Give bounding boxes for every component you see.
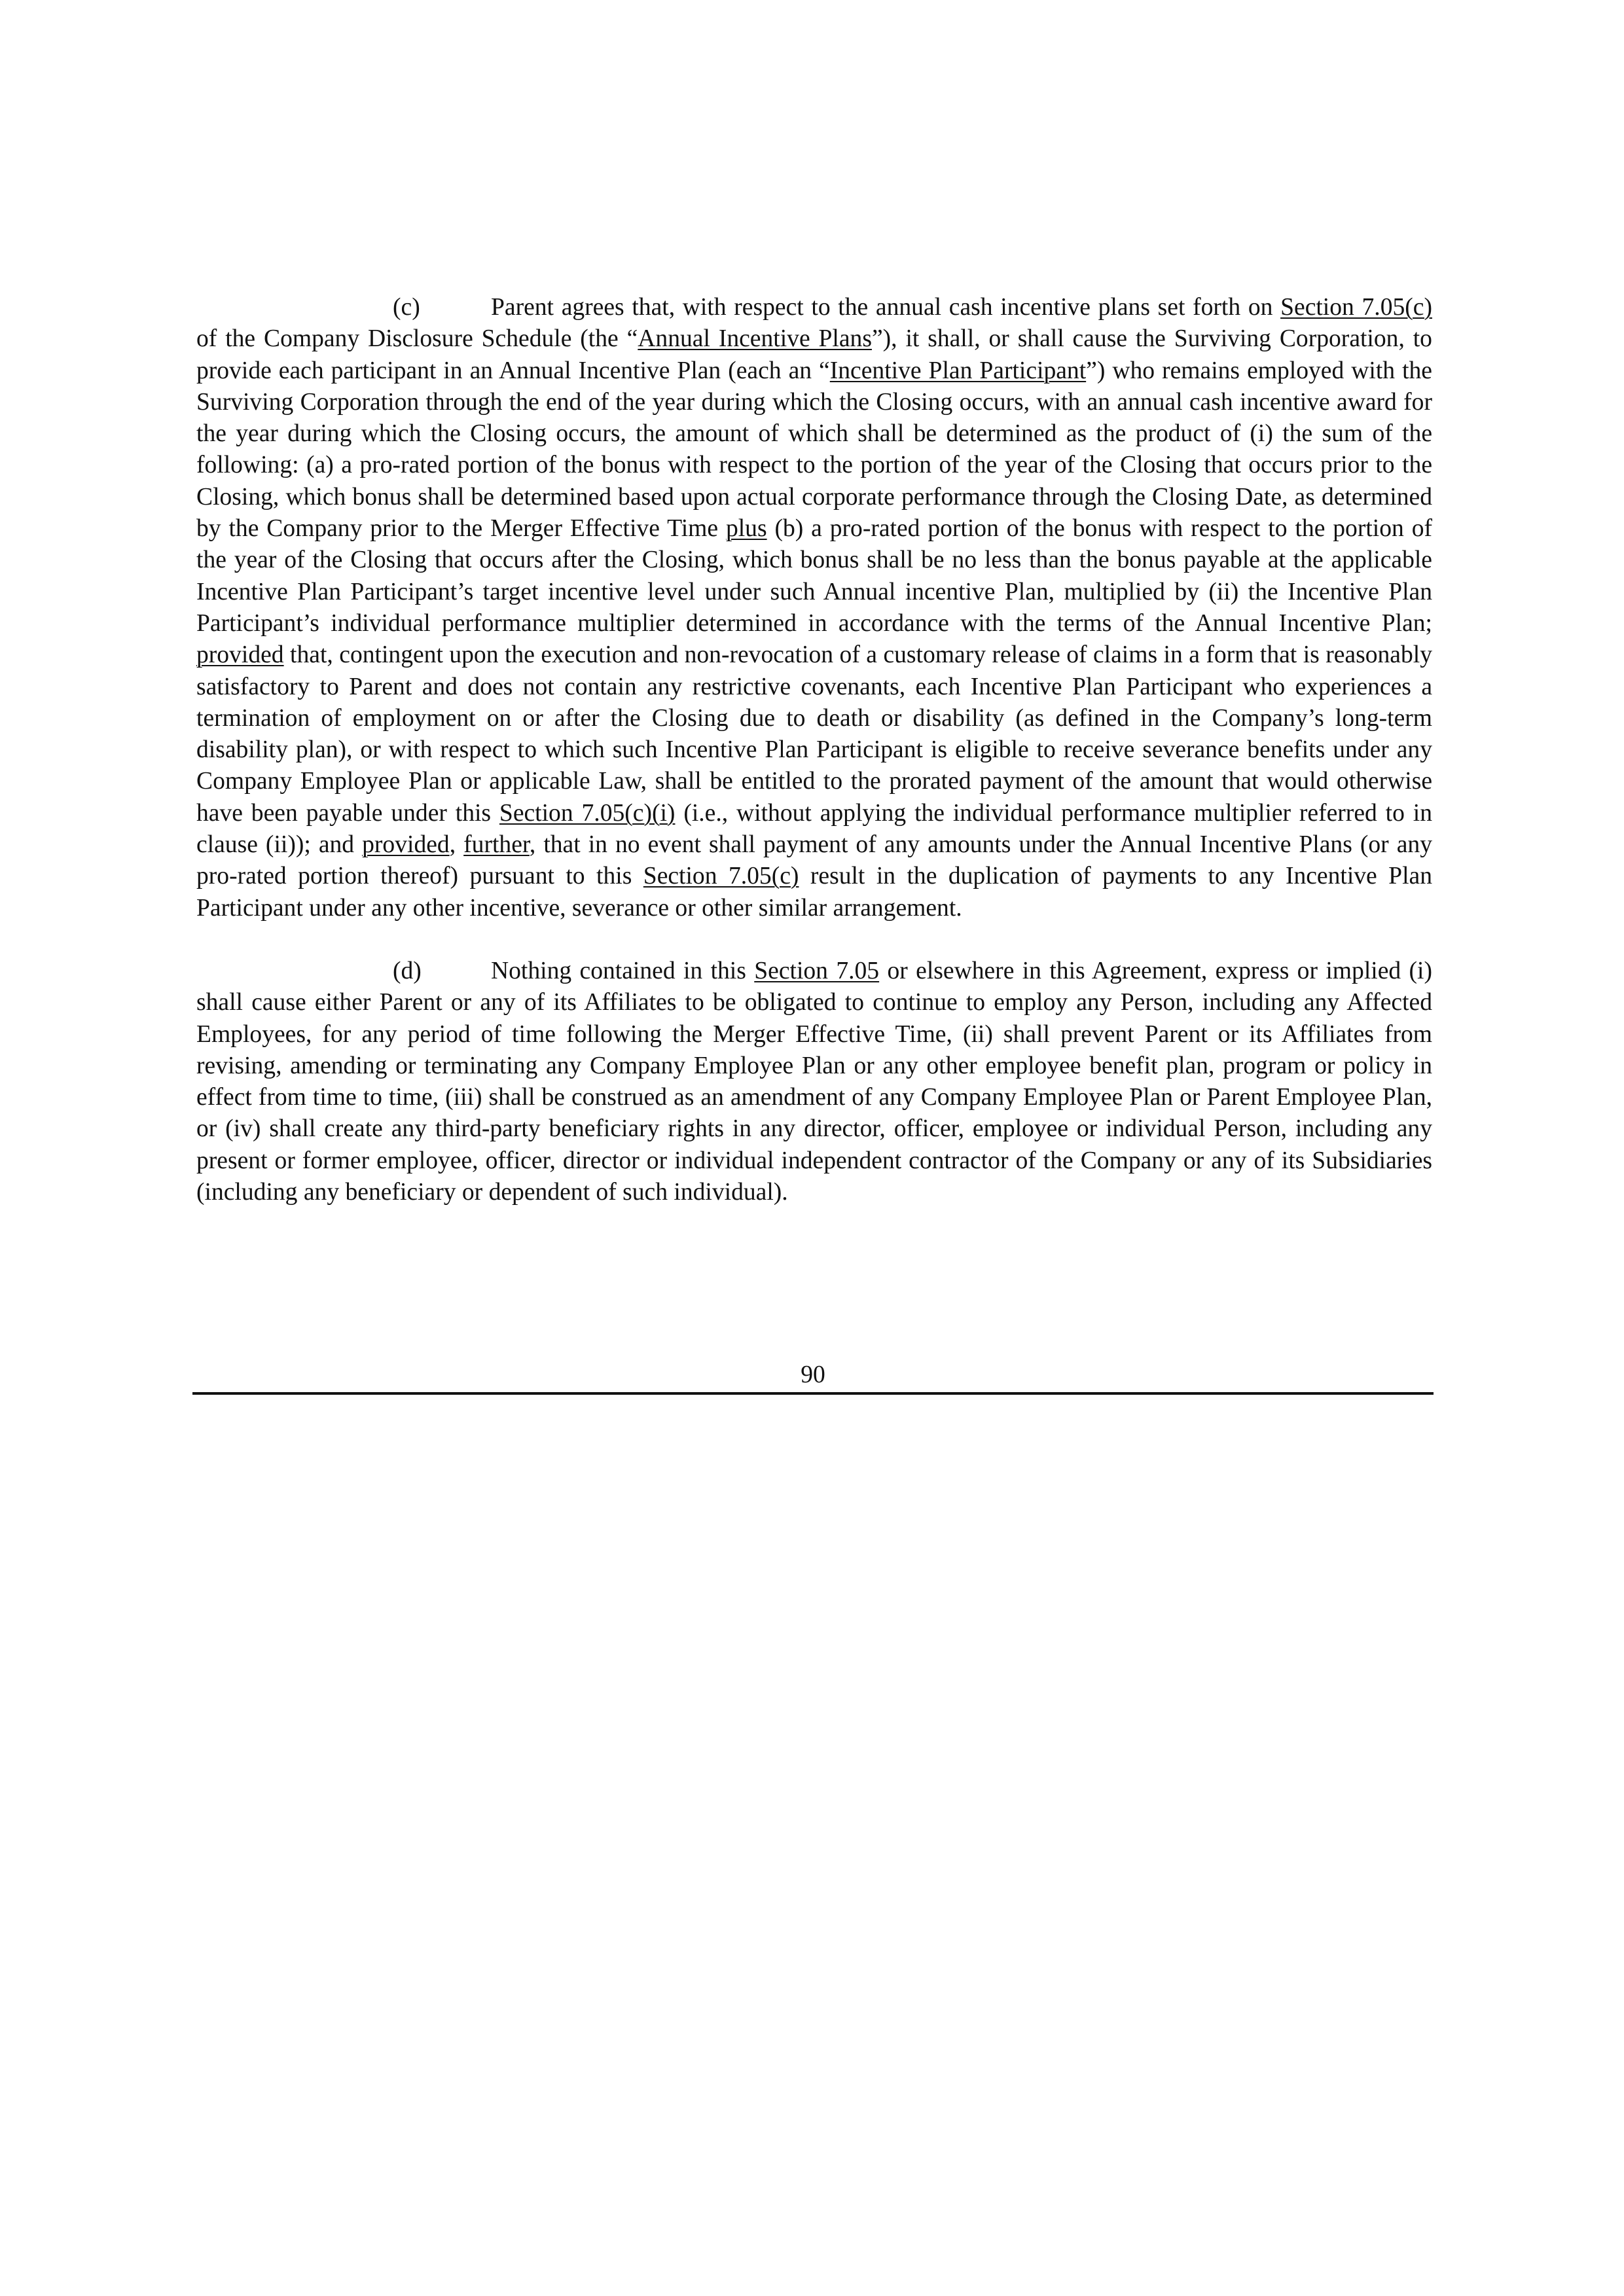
paragraph-label: (c): [393, 294, 420, 321]
footer-rule: [192, 1392, 1434, 1395]
paragraph-d: [196, 956, 1432, 1208]
defined-term: Incentive Plan Participant: [829, 357, 1087, 384]
text-run: , that in no event shall payment of any amounts under the Annual Incentive Plans (or any pro-rated portion thereof) pursuant to this: [196, 831, 1432, 890]
page-footer: [192, 1359, 1434, 1395]
page-number: 90: [801, 1361, 825, 1388]
text-run: ”) who remains employed with the Surviving Corporation through the end of the year during which the Closing occurs, with an annual cash incentive award for the year during which the Closing occurs, the amount of which shall be determined as the product of (i) the sum of the following: (a) a pro-rated portion of the bonus with respect to the portion of the year of the Closing that occurs prior to the Closing, which bonus shall be determined based upon actual corporate performance through the Closing Date, as determined by the Company prior to the Merger Effective Time: [196, 357, 1432, 543]
text-run: ,: [449, 831, 464, 859]
text-run: ”), it shall, or shall cause the Surviving Corporation, to provide each participant in an Annual Incentive Plan (each an “: [196, 325, 1432, 384]
section-reference: Section 7.05: [754, 957, 880, 984]
text-run: result in the duplication of payments to any Incentive Plan Participant under any other incentive, severance or other similar arrangement.: [196, 863, 1432, 922]
defined-term: Annual Incentive Plans: [638, 325, 872, 353]
emphasis-term: provided: [196, 641, 284, 669]
document-body: [196, 292, 1432, 1208]
paragraph-label: (d): [393, 957, 422, 984]
emphasis-term: plus: [725, 515, 767, 543]
paragraph-c: [196, 292, 1432, 924]
text-run: that, contingent upon the execution and non-revocation of a customary release of claims in a form that is reasonably satisfactory to Parent and does not contain any restrictive covenants, each Incentive Plan Participant who experiences a termination of employment on or after the Closing due to death or disability (as defined in the Company’s long-term disability plan), or with respect to which such Incentive Plan Participant is eligible to receive severance benefits under any Company Employee Plan or applicable Law, shall be entitled to the prorated payment of the amount that would otherwise have been payable under this: [196, 641, 1432, 827]
section-reference: Section 7.05(c): [643, 863, 799, 890]
section-reference: Section 7.05(c): [1280, 294, 1432, 321]
text-run: (b) a pro-rated portion of the bonus with respect to the portion of the year of the Closing that occurs after the Closing, which bonus shall be no less than the bonus payable at the applicable Incentive Plan Participant’s target incentive level under such Annual incentive Plan, multiplied by (ii) the Incentive Plan Participant’s individual performance multiplier determined in accordance with the terms of the Annual Incentive Plan;: [196, 515, 1433, 637]
emphasis-term: provided: [362, 831, 450, 859]
section-reference: Section 7.05(c)(i): [499, 799, 676, 827]
text-run: of the Company Disclosure Schedule (the “: [196, 325, 638, 353]
text-run: Nothing contained in this: [491, 957, 755, 984]
text-run: (i.e., without applying the individual performance multiplier referred to in clause (ii)); and: [196, 799, 1432, 859]
emphasis-term: further: [463, 831, 530, 859]
text-run: or elsewhere in this Agreement, express or implied (i) shall cause either Parent or any of its Affiliates to be obligated to continue to employ any Person, including any Affected Employees, for any period of time following the Merger Effective Time, (ii) shall prevent Parent or its Affiliates from revising, amending or terminating any Company Employee Plan or any other employee benefit plan, program or policy in effect from time to time, (iii) shall be construed as an amendment of any Company Employee Plan or Parent Employee Plan, or (iv) shall create any third-party beneficiary rights in any director, officer, employee or individual Person, including any present or former employee, officer, director or individual independent contractor of the Company or any of its Subsidiaries (including any beneficiary or dependent of such individual).: [196, 957, 1432, 1206]
text-run: Parent agrees that, with respect to the annual cash incentive plans set forth on: [491, 294, 1281, 321]
